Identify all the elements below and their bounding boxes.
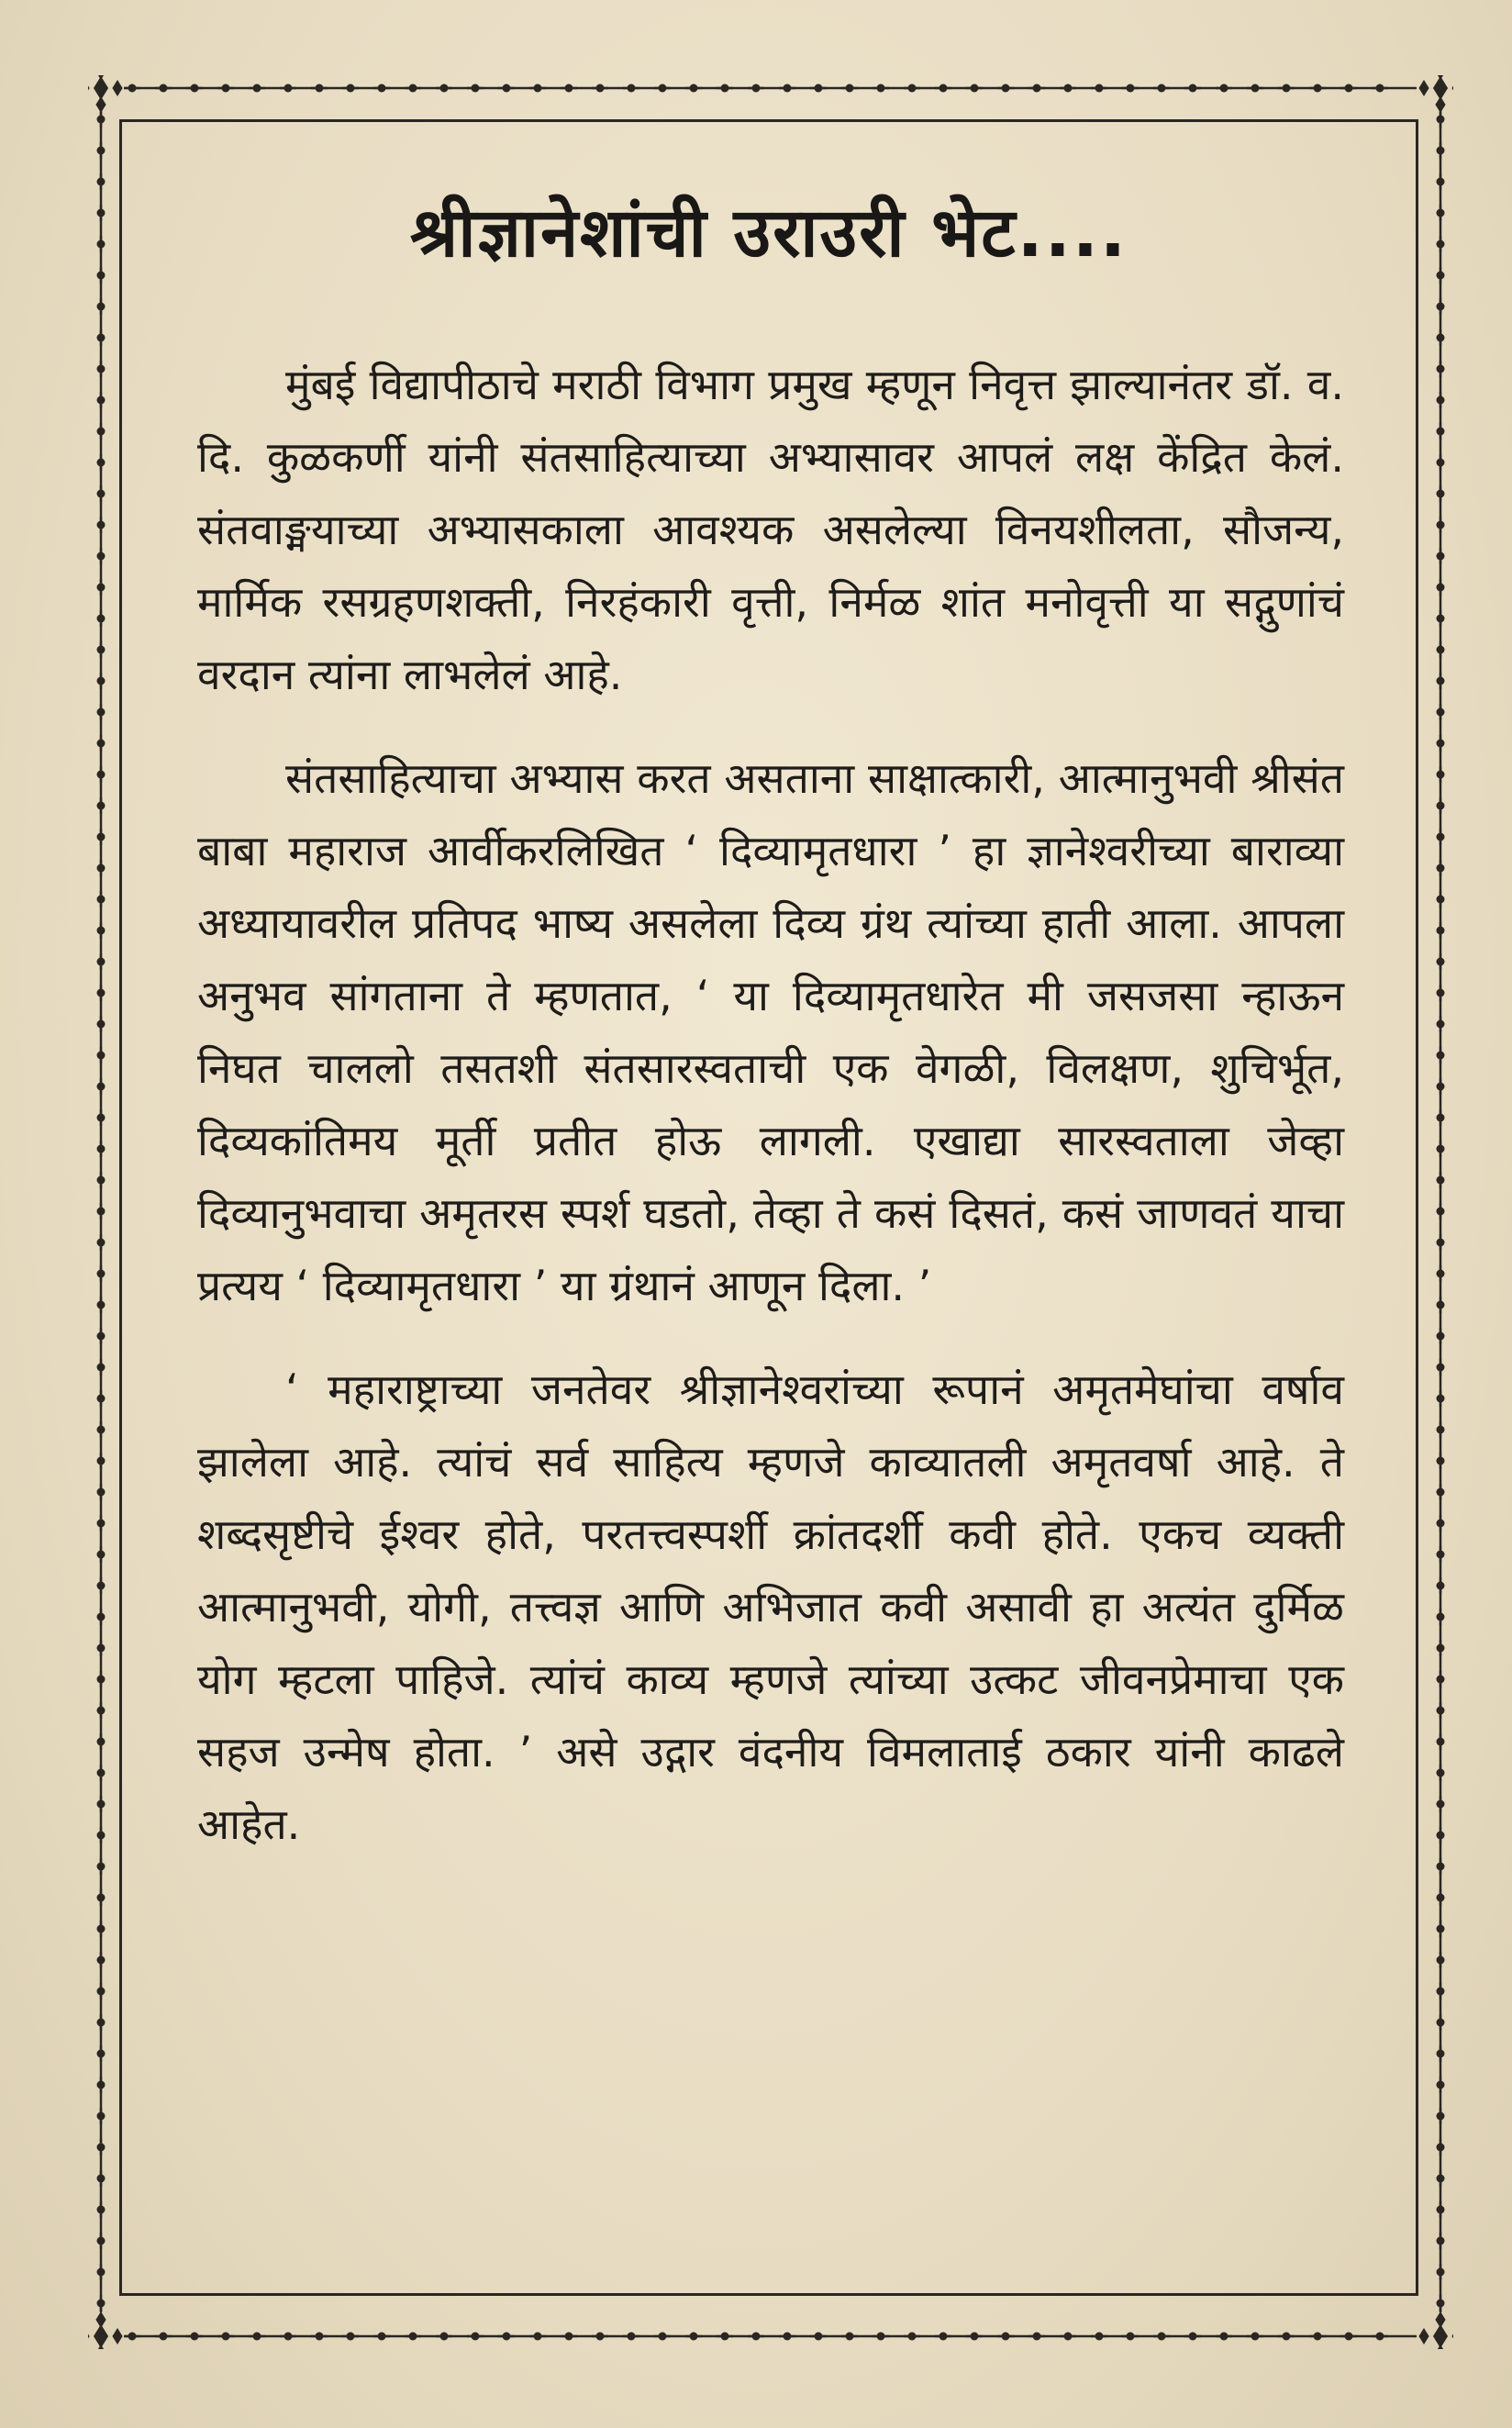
border-ornament-right [1437, 236, 1445, 252]
border-ornament-top [717, 84, 733, 93]
border-corner-ornament [1418, 2311, 1453, 2349]
border-ornament-top [1340, 84, 1357, 93]
border-ornament-right [1437, 985, 1445, 1001]
border-ornament-bottom [467, 2333, 484, 2341]
border-ornament-top [748, 84, 764, 93]
border-ornament-left [97, 1328, 106, 1344]
border-ornament-bottom [1309, 2333, 1326, 2341]
border-ornament-top [1309, 84, 1326, 93]
border-ornament-right [1437, 1921, 1445, 1937]
border-ornament-left [97, 236, 106, 252]
border-ornament-bottom [592, 2333, 608, 2341]
border-ornament-right [1437, 922, 1445, 939]
border-ornament-bottom [717, 2333, 733, 2341]
border-ornament-bottom [498, 2333, 515, 2341]
border-ornament-top [155, 84, 172, 93]
border-ornament-right [1437, 142, 1445, 159]
border-ornament-top [1091, 84, 1107, 93]
border-ornament-bottom [436, 2333, 452, 2341]
border-ornament-top [1278, 84, 1295, 93]
border-ornament-right [1437, 1765, 1445, 1781]
border-ornament-bottom [1372, 2333, 1388, 2341]
border-ornament-left [97, 2139, 106, 2155]
border-ornament-left [97, 2077, 106, 2093]
border-ornament-right [1437, 1609, 1445, 1625]
border-ornament-right [1437, 1827, 1445, 1843]
border-ornament-right [1437, 485, 1445, 502]
border-ornament-left [97, 1702, 106, 1719]
border-ornament-right [1437, 735, 1445, 752]
border-ornament-right [1437, 267, 1445, 284]
border-ornament-right [1437, 2233, 1445, 2249]
border-ornament-left [97, 829, 106, 845]
border-ornament-bottom [997, 2333, 1014, 2341]
border-ornament-bottom [1247, 2333, 1263, 2341]
border-ornament-bottom [873, 2333, 889, 2341]
border-corner-ornament [1418, 75, 1453, 113]
border-ornament-right [1437, 953, 1445, 970]
border-ornament-top [1028, 84, 1045, 93]
border-ornament-left [97, 485, 106, 502]
border-ornament-left [97, 1921, 106, 1937]
border-ornament-bottom [904, 2333, 920, 2341]
border-ornament-top [1060, 84, 1076, 93]
border-ornament-left [97, 1515, 106, 1531]
border-ornament-left [97, 2170, 106, 2187]
border-ornament-bottom [217, 2333, 234, 2341]
border-ornament-bottom [155, 2333, 172, 2341]
border-ornament-left [97, 1671, 106, 1687]
border-ornament-right [1437, 1265, 1445, 1282]
border-ornament-left [97, 1265, 106, 1282]
border-ornament-right [1437, 392, 1445, 408]
border-ornament-right [1437, 2045, 1445, 2062]
border-ornament-top [311, 84, 328, 93]
border-ornament-right [1437, 1640, 1445, 1656]
border-ornament-right [1437, 111, 1445, 128]
border-ornament-left [97, 1889, 106, 1906]
border-ornament-left [97, 1172, 106, 1188]
border-ornament-left [97, 1796, 106, 1812]
border-ornament-right [1437, 1016, 1445, 1032]
border-ornament-left [97, 953, 106, 970]
border-ornament-right [1437, 454, 1445, 471]
border-ornament-right [1437, 548, 1445, 564]
border-ornament-left [97, 1047, 106, 1064]
border-ornament-bottom [841, 2333, 858, 2341]
border-ornament-right [1437, 1328, 1445, 1344]
page-title: श्रीज्ञानेशांची उराउरी भेट.... [409, 194, 1128, 273]
border-ornament-bottom [1184, 2333, 1201, 2341]
border-ornament-bottom [1278, 2333, 1295, 2341]
border-ornament-left [97, 205, 106, 221]
border-ornament-left [97, 1484, 106, 1500]
border-ornament-top [1184, 84, 1201, 93]
border-ornament-top [529, 84, 546, 93]
border-ornament-right [1437, 1546, 1445, 1563]
border-ornament-right [1437, 423, 1445, 440]
border-ornament-right [1437, 1172, 1445, 1188]
border-ornament-left [97, 610, 106, 627]
border-ornament-left [97, 2295, 106, 2311]
border-ornament-top [841, 84, 858, 93]
border-ornament-left [97, 1952, 106, 1968]
border-ornament-bottom [748, 2333, 764, 2341]
body-text [197, 349, 1344, 1892]
border-ornament-right [1437, 1983, 1445, 1999]
border-ornament-right [1437, 766, 1445, 783]
border-ornament-top [1247, 84, 1263, 93]
border-ornament-right [1437, 517, 1445, 533]
border-ornament-bottom [810, 2333, 827, 2341]
border-ornament-right [1437, 797, 1445, 814]
border-ornament-left [97, 1546, 106, 1563]
border-ornament-right [1437, 1671, 1445, 1687]
border-ornament-left [97, 704, 106, 720]
border-ornament-bottom [935, 2333, 951, 2341]
border-ornament-right [1437, 173, 1445, 190]
border-ornament-left [97, 2045, 106, 2062]
border-ornament-right [1437, 1796, 1445, 1812]
border-ornament-top [342, 84, 359, 93]
border-ornament-left [97, 985, 106, 1001]
border-ornament-bottom [186, 2333, 203, 2341]
border-ornament-right [1437, 1421, 1445, 1438]
border-ornament-left [97, 1453, 106, 1469]
border-ornament-bottom [1091, 2333, 1107, 2341]
border-ornament-left [97, 361, 106, 377]
border-ornament-left [97, 891, 106, 908]
border-ornament-right [1437, 1297, 1445, 1313]
border-ornament-left [97, 1421, 106, 1438]
border-ornament-bottom [124, 2333, 140, 2341]
border-ornament-top [904, 84, 920, 93]
border-ornament-left [97, 1983, 106, 1999]
border-ornament-left [97, 423, 106, 440]
border-ornament-top [186, 84, 203, 93]
border-ornament-right [1437, 579, 1445, 596]
border-ornament-top [436, 84, 452, 93]
border-ornament-right [1437, 1359, 1445, 1375]
border-ornament-right [1437, 860, 1445, 876]
border-ornament-bottom [654, 2333, 671, 2341]
border-ornament-left [97, 111, 106, 128]
border-ornament-left [97, 1141, 106, 1157]
border-ornament-bottom [561, 2333, 577, 2341]
border-ornament-left [97, 735, 106, 752]
border-ornament-left [97, 2201, 106, 2218]
border-ornament-left [97, 673, 106, 689]
border-ornament-top [1372, 84, 1388, 93]
border-ornament-bottom [1340, 2333, 1357, 2341]
border-ornament-right [1437, 1515, 1445, 1531]
border-ornament-top [373, 84, 390, 93]
border-ornament-right [1437, 1141, 1445, 1157]
border-ornament-left [97, 922, 106, 939]
border-ornament-top [124, 84, 140, 93]
border-ornament-bottom [1060, 2333, 1076, 2341]
border-ornament-top [935, 84, 951, 93]
border-ornament-right [1437, 1203, 1445, 1220]
border-ornament-right [1437, 1733, 1445, 1750]
border-ornament-left [97, 1016, 106, 1032]
border-ornament-right [1437, 2108, 1445, 2124]
border-ornament-bottom [529, 2333, 546, 2341]
border-ornament-left [97, 267, 106, 284]
border-ornament-right [1437, 329, 1445, 346]
border-ornament-left [97, 2014, 106, 2031]
border-ornament-right [1437, 673, 1445, 689]
border-ornament-left [97, 2108, 106, 2124]
border-ornament-right [1437, 298, 1445, 315]
border-ornament-top [685, 84, 702, 93]
border-ornament-left [97, 860, 106, 876]
border-ornament-top [405, 84, 421, 93]
border-ornament-left [97, 1078, 106, 1095]
border-ornament-right [1437, 891, 1445, 908]
border-ornament-right [1437, 641, 1445, 658]
border-ornament-top [810, 84, 827, 93]
border-ornament-bottom [405, 2333, 421, 2341]
border-ornament-left [97, 1609, 106, 1625]
border-ornament-top [561, 84, 577, 93]
border-ornament-left [97, 142, 106, 159]
border-ornament-top [779, 84, 795, 93]
border-ornament-bottom [1028, 2333, 1045, 2341]
border-ornament-left [97, 173, 106, 190]
border-ornament-top [623, 84, 639, 93]
border-ornament-top [467, 84, 484, 93]
border-ornament-right [1437, 2201, 1445, 2218]
border-ornament-bottom [311, 2333, 328, 2341]
border-ornament-right [1437, 2014, 1445, 2031]
border-ornament-left [97, 298, 106, 315]
paragraph-3: ‘ महाराष्ट्राच्या जनतेवर श्रीज्ञानेश्वरांच्या रूपानं अमृतमेघांचा वर्षाव झालेला आहे. त्यांचं सर्व साहित्य म्हणजे काव्यातली अमृतवर्षा आहे. ते शब्दसृष्टीचे ईश्वर होते, परतत्त्वस्पर्शी क्रांतदर्शी कवी होते. एकच व्यक्ती आत्मानुभवी, योगी, तत्त्वज्ञ आणि अभिजात कवी असावी हा अत्यंत दुर्मिळ योग म्हटला पाहिजे. त्यांचं काव्य म्हणजे त्यांच्या उत्कट जीवनप्रेमाचा एक सहज उन्मेष होता. ’ असे उद्गार वंदनीय विमलाताई ठकार यांनी काढले आहेत. [197, 1364, 1344, 1849]
border-ornament-right [1437, 1702, 1445, 1719]
border-ornament-left [97, 1640, 106, 1656]
border-ornament-top [1216, 84, 1232, 93]
border-corner-ornament [88, 75, 123, 113]
border-ornament-right [1437, 1234, 1445, 1251]
border-ornament-left [97, 1297, 106, 1313]
border-ornament-left [97, 2264, 106, 2280]
border-ornament-left [97, 454, 106, 471]
border-ornament-left [97, 1203, 106, 1220]
border-ornament-left [97, 1733, 106, 1750]
border-ornament-top [966, 84, 983, 93]
border-ornament-left [97, 579, 106, 596]
border-ornament-left [97, 1234, 106, 1251]
border-ornament-left [97, 1858, 106, 1875]
border-ornament-top [217, 84, 234, 93]
border-ornament-right [1437, 1109, 1445, 1126]
border-ornament-right [1437, 1390, 1445, 1407]
border-ornament-bottom [623, 2333, 639, 2341]
border-ornament-bottom [1216, 2333, 1232, 2341]
border-ornament-left [97, 392, 106, 408]
border-ornament-right [1437, 1889, 1445, 1906]
paragraph-1: मुंबई विद्यापीठाचे मराठी विभाग प्रमुख म्हणून निवृत्त झाल्यानंतर डॉ. व. दि. कुळकर्णी यांनी संतसाहित्याच्या अभ्यासावर आपलं लक्ष केंद्रित केलं. संतवाङ्मयाच्या अभ्यासकाला आवश्यक असलेल्या विनयशीलता, सौजन्य, मार्मिक रसग्रहणशक्ती, निरहंकारी वृत्ती, निर्मळ शांत मनोवृत्ती या सद्गुणांचं वरदान त्यांना लाभलेलं आहे. [197, 360, 1344, 699]
border-ornament-bottom [280, 2333, 296, 2341]
border-ornament-right [1437, 1577, 1445, 1594]
border-ornament-left [97, 1827, 106, 1843]
border-ornament-left [97, 1390, 106, 1407]
border-ornament-right [1437, 829, 1445, 845]
border-ornament-top [592, 84, 608, 93]
border-ornament-bottom [1122, 2333, 1139, 2341]
border-ornament-bottom [342, 2333, 359, 2341]
border-ornament-left [97, 1109, 106, 1126]
border-ornament-top [249, 84, 265, 93]
border-ornament-right [1437, 1484, 1445, 1500]
border-ornament-right [1437, 2170, 1445, 2187]
border-ornament-right [1437, 1858, 1445, 1875]
border-ornament-left [97, 1359, 106, 1375]
paragraph-2: संतसाहित्याचा अभ्यास करत असताना साक्षात्कारी, आत्मानुभवी श्रीसंत बाबा महाराज आर्वीकरलिखित ‘ दिव्यामृतधारा ’ हा ज्ञानेश्वरीच्या बाराव्या अध्यायावरील प्रतिपद भाष्य असलेला दिव्य ग्रंथ त्यांच्या हाती आला. आपला अनुभव सांगताना ते म्हणतात, ‘ या दिव्यामृतधारेत मी जसजसा न्हाऊन निघत चाललो तसतशी संतसारस्वताची एक वेगळी, विलक्षण, शुचिर्भूत, दिव्यकांतिमय मूर्ती प्रतीत होऊ लागली. एखाद्या सारस्वताला जेव्हा दिव्यानुभवाचा अमृतरस स्पर्श घडतो, तेव्हा ते कसं दिसतं, कसं जाणवतं याचा प्रत्यय ‘ दिव्यामृतधारा ’ या ग्रंथानं आणून दिला. ’ [197, 753, 1344, 1310]
border-ornament-right [1437, 2139, 1445, 2155]
border-ornament-bottom [685, 2333, 702, 2341]
border-ornament-left [97, 329, 106, 346]
border-ornament-top [280, 84, 296, 93]
border-ornament-top [654, 84, 671, 93]
border-ornament-left [97, 641, 106, 658]
border-ornament-left [97, 1765, 106, 1781]
border-ornament-right [1437, 610, 1445, 627]
border-ornament-right [1437, 205, 1445, 221]
border-ornament-top [1122, 84, 1139, 93]
border-ornament-bottom [249, 2333, 265, 2341]
border-corner-ornament [88, 2311, 123, 2349]
border-ornament-right [1437, 2295, 1445, 2311]
border-ornament-right [1437, 361, 1445, 377]
border-ornament-bottom [1153, 2333, 1170, 2341]
border-ornament-bottom [373, 2333, 390, 2341]
border-ornament-right [1437, 1952, 1445, 1968]
border-ornament-right [1437, 704, 1445, 720]
border-ornament-right [1437, 1047, 1445, 1064]
border-ornament-left [97, 1577, 106, 1594]
border-ornament-right [1437, 2077, 1445, 2093]
border-ornament-top [1153, 84, 1170, 93]
border-ornament-right [1437, 2264, 1445, 2280]
border-ornament-left [97, 797, 106, 814]
border-ornament-top [997, 84, 1014, 93]
border-ornament-top [498, 84, 515, 93]
border-ornament-left [97, 517, 106, 533]
border-ornament-top [873, 84, 889, 93]
border-ornament-bottom [779, 2333, 795, 2341]
border-ornament-left [97, 2233, 106, 2249]
border-ornament-right [1437, 1453, 1445, 1469]
border-ornament-left [97, 548, 106, 564]
border-ornament-right [1437, 1078, 1445, 1095]
border-ornament-left [97, 766, 106, 783]
border-ornament-bottom [966, 2333, 983, 2341]
